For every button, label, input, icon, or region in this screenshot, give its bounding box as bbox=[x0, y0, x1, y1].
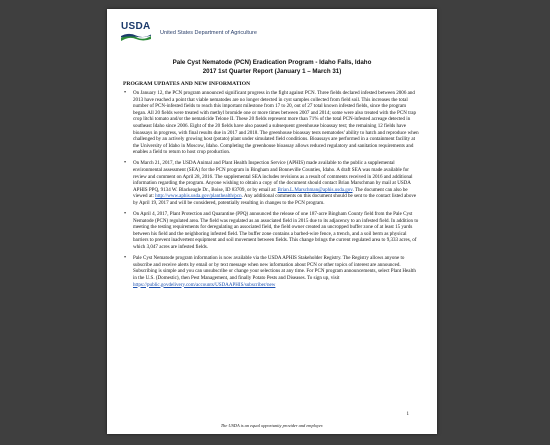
list-item bbox=[123, 255, 419, 288]
bullet-text: On January 12, the PCN program announced significant progress in the fight against PCN. Three fields declared infested between 2006 and 2013 have reached a point that viable nematodes are no longer detected in cyst samples collected from field soil. This increases the total number of PCN-infested fields to reach this important milestone from 17 to 20, out of 27 total known infested fields, since the program began. All 20 fields were treated with methyl bromide one or more times between 2007 and 2014; some were also treated with the PCN trap crop litchi tomato and/or the nematicide Telone II. These 20 fields represent more than 71% of the total PCN-infested acreage detected in southeast Idaho since 2006. Eight of the 20 fields have also passed a subsequent greenhouse bioassay test; the remaining 12 fields have bioassays in progress, with final results due in 2017 and 2018. The greenhouse bioassay tests nematodes’ ability to hatch and reproduce when challenged by an actively growing host (potato) plant under simulated field conditions. Bioassays are performed in a containment facility at the University of Idaho in Moscow, Idaho. Completing the greenhouse bioassay allows reduced regulatory and sanitation requirements and enables a field to return to host crop production. bbox=[133, 90, 419, 156]
list-item bbox=[123, 160, 419, 206]
bullet-text: Pale Cyst Nematode program information is now available via the USDA APHIS Stakeholder Registry. The Registry allows anyone to subscribe and receive alerts by email or by text message when new information about PCN or other topics of interest are announced. Subscribing is simple and you can unsubscribe or change your selections at any time. For PCN program announcements, select Plant Health in the U.S. (Domestic), then Pest Management, and finally Potato Pests and Diseases. To sign up, visit bbox=[133, 255, 416, 281]
document-page bbox=[107, 9, 437, 434]
email-link[interactable]: Brian.L.Marschman@aphis.usda.gov bbox=[277, 186, 353, 193]
usda-logo-text: USDA bbox=[121, 21, 151, 32]
report-title-line1: Pale Cyst Nematode (PCN) Eradication Program - Idaho Falls, Idaho bbox=[172, 59, 372, 66]
usda-logo-wave-icon bbox=[121, 33, 151, 42]
list-item bbox=[123, 90, 419, 156]
bullet-text: . Any additional comments on this document should be sent to the contact listed above by April 19, 2017 and will be considered, potentially resulting in changes to the PCN program. bbox=[133, 193, 417, 206]
report-title bbox=[107, 59, 437, 76]
page-number: 1 bbox=[406, 412, 409, 417]
bullet-text: On March 21, 2017, the USDA Animal and Plant Health Inspection Service (APHIS) made available to the public a supplemental environmental assessment (SEA) for the PCN program in Bingham and Bonneville Counties, Idaho. A draft SEA was made available for review and comment on April 28, 2016. The supplemental SEA includes revisions as a result of comments received in 2016 and additional information regarding the program. Anyone wishing to obtain a copy of the document should contact Brian Marschman by mail at USDA APHIS PPQ, 9134 W. Blackeagle Dr., Boise, ID 83709, or by email at: bbox=[133, 160, 413, 193]
usda-logo bbox=[121, 22, 157, 42]
bullet-text: On April 4, 2017, Plant Protection and Quarantine (PPQ) announced the release of one 187-acre Bingham County field from the Pale Cyst Nematode (PCN) regulated area. The field was regulated as an associated field in 2015 due to its adjacency to an infested field. In addition to meeting the testing requirements for deregulating an associated field, the field owner created an uncropped buffer zone of at least 15 yards between his field and the neighboring infested field. The buffer zone contains a barbed-wire fence, a trench, and a soil berm as physical barriers to prevent inadvertent equipment and soil movement between fields. This change brings the current regulated area to 9,333 acres, of which 3,047 acres are infested fields. bbox=[133, 211, 419, 251]
agency-name: United States Department of Agriculture bbox=[160, 30, 257, 36]
updates-list bbox=[123, 90, 419, 293]
bullet-text: . The document can also be viewed at: bbox=[133, 186, 408, 200]
list-item bbox=[123, 211, 419, 251]
aphis-pcn-link[interactable]: http://www.aphis.usda.gov/planthealth/pcn bbox=[155, 193, 242, 200]
report-title-line2: 2017 1st Quarter Report (January 1 – March 31) bbox=[202, 67, 342, 75]
footer-note: The USDA is an equal opportunity provider and employer. bbox=[220, 423, 324, 428]
section-heading: PROGRAM UPDATES AND NEW INFORMATION bbox=[123, 81, 251, 87]
subscriber-link[interactable]: https://public.govdelivery.com/accounts/USDAAPHIS/subscriber/new bbox=[133, 281, 276, 288]
